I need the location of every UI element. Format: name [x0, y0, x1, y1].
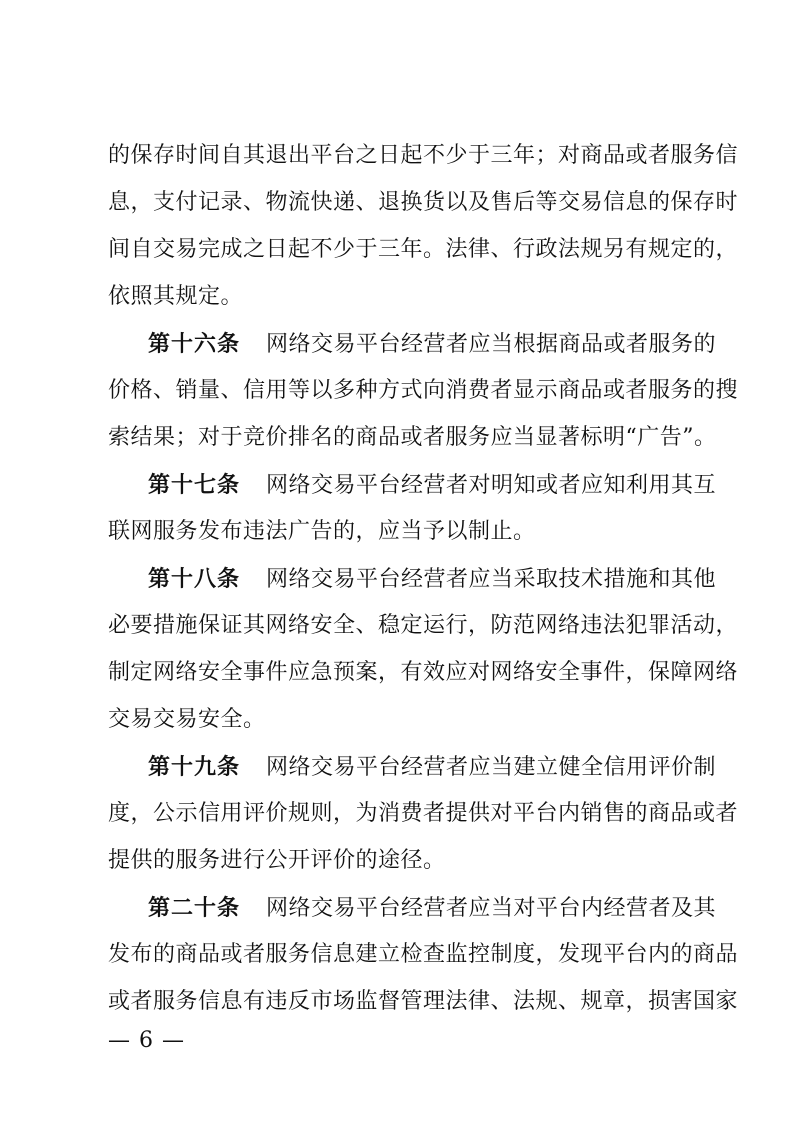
text-line: 度，公示信用评价规则，为消费者提供对平台内销售的商品或者	[108, 801, 739, 826]
article-heading: 第十八条	[148, 566, 241, 592]
text-line: 发布的商品或者服务信息建立检查监控制度，发现平台内的商品	[108, 942, 739, 967]
text-line: 交易交易安全。	[108, 707, 266, 732]
text-line: 制定网络安全事件应急预案，有效应对网络安全事件，保障网络	[108, 660, 739, 685]
text-line: 索结果；对于竞价排名的商品或者服务应当显著标明“广告”。	[108, 425, 717, 450]
text-line: 必要措施保证其网络安全、稳定运行，防范网络违法犯罪活动，	[108, 613, 739, 638]
article-19-first-line	[148, 747, 717, 787]
article-text: 网络交易平台经营者应当采取技术措施和其他	[266, 567, 717, 592]
text-line: 依照其规定。	[108, 284, 244, 309]
text-line: 价格、销量、信用等以多种方式向消费者显示商品或者服务的搜	[108, 378, 739, 403]
article-16-first-line	[148, 324, 717, 364]
article-20-first-line	[148, 888, 717, 928]
text-line: 或者服务信息有违反市场监督管理法律、法规、规章，损害国家	[108, 989, 739, 1014]
text-line: 的保存时间自其退出平台之日起不少于三年；对商品或者服务信	[108, 143, 739, 168]
article-heading: 第十六条	[148, 331, 241, 357]
article-17-first-line	[148, 465, 717, 505]
text-line: 联网服务发布违法广告的，应当予以制止。	[108, 519, 536, 544]
article-heading: 第二十条	[148, 895, 241, 921]
text-line: 提供的服务进行公开评价的途径。	[108, 848, 446, 873]
article-text: 网络交易平台经营者应当对平台内经营者及其	[266, 896, 717, 921]
article-text: 网络交易平台经营者对明知或者应知利用其互	[266, 473, 717, 498]
article-heading: 第十九条	[148, 754, 241, 780]
article-18-first-line	[148, 559, 717, 599]
page-number: — 6 —	[108, 1028, 185, 1053]
text-line: 息，支付记录、物流快递、退换货以及售后等交易信息的保存时	[108, 190, 739, 215]
article-heading: 第十七条	[148, 472, 241, 498]
text-line: 间自交易完成之日起不少于三年。法律、行政法规另有规定的，	[108, 237, 739, 262]
article-text: 网络交易平台经营者应当根据商品或者服务的	[266, 332, 717, 357]
article-text: 网络交易平台经营者应当建立健全信用评价制	[266, 755, 717, 780]
